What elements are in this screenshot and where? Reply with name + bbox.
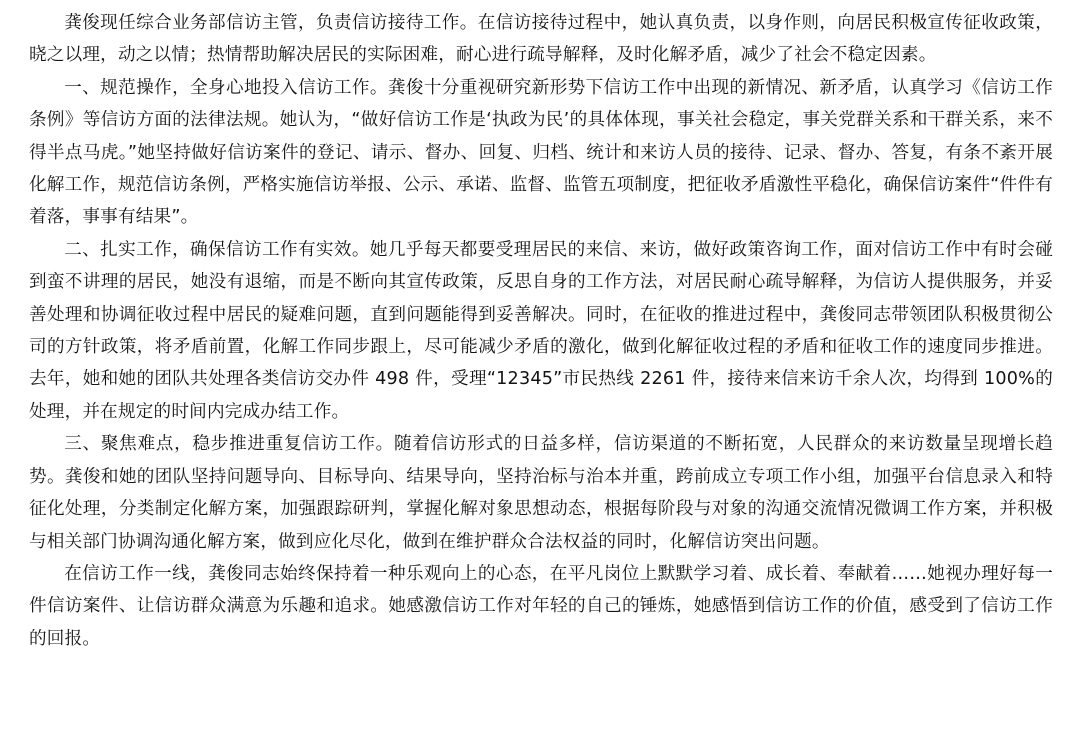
paragraph-conclusion: 在信访工作一线，龚俊同志始终保持着一种乐观向上的心态，在平凡岗位上默默学习着、成长着、奉献着……她视办理好每一件信访案件、让信访群众满意为乐趣和追求。她感激信访工作对年轻的自己的锤炼，她感悟到信访工作的价值，感受到了信访工作的回报。: [29, 563, 1053, 649]
paragraph-section-1: 一、规范操作，全身心地投入信访工作。龚俊十分重视研究新形势下信访工作中出现的新情况、新矛盾，认真学习《信访工作条例》等信访方面的法律法规。她认为，“做好信访工作是‘执政为民’的具体体现，事关社会稳定，事关党群关系和干群关系，来不得半点马虎。”她坚持做好信访案件的登记、请示、督办、回复、归档、统计和来访人员的接待、记录、督办、答复，有条不紊开展化解工作，规范信访条例，严格实施信访举报、公示、承诺、监督、监管五项制度，把征收矛盾激性平稳化，确保信访案件“件件有着落，事事有结果”。: [29, 77, 1053, 228]
paragraph-section-2: 二、扎实工作，确保信访工作有实效。她几乎每天都要受理居民的来信、来访，做好政策咨询工作，面对信访工作中有时会碰到蛮不讲理的居民，她没有退缩，而是不断向其宣传政策，反思自身的工作方法，对居民耐心疏导解释，为信访人提供服务，并妥善处理和协调征收过程中居民的疑难问题，直到问题能得到妥善解决。同时，在征收的推进过程中，龚俊同志带领团队积极贯彻公司的方针政策，将矛盾前置，化解工作同步跟上，尽可能减少矛盾的激化，做到化解征收过程的矛盾和征收工作的速度同步推进。去年，她和她的团队共处理各类信访交办件 498 件，受理“12345”市民热线 2261 件，接待来信来访千余人次，均得到 100%的处理，并在规定的时间内完成办结工作。: [29, 239, 1053, 422]
paragraph-section-3: 三、聚焦难点，稳步推进重复信访工作。随着信访形式的日益多样，信访渠道的不断拓宽，人民群众的来访数量呈现增长趋势。龚俊和她的团队坚持问题导向、目标导向、结果导向，坚持治标与治本并重，跨前成立专项工作小组，加强平台信息录入和特征化处理，分类制定化解方案，加强跟踪研判，掌握化解对象思想动态，根据每阶段与对象的沟通交流情况微调工作方案，并积极与相关部门协调沟通化解方案，做到应化尽化，做到在维护群众合法权益的同时，化解信访突出问题。: [29, 434, 1053, 552]
paragraph-intro: 龚俊现任综合业务部信访主管，负责信访接待工作。在信访接待过程中，她认真负责，以身作则，向居民积极宣传征收政策，晓之以理，动之以情；热情帮助解决居民的实际困难，耐心进行疏导解释，及时化解矛盾，减少了社会不稳定因素。: [29, 13, 1053, 66]
document-body: [29, 7, 1053, 655]
